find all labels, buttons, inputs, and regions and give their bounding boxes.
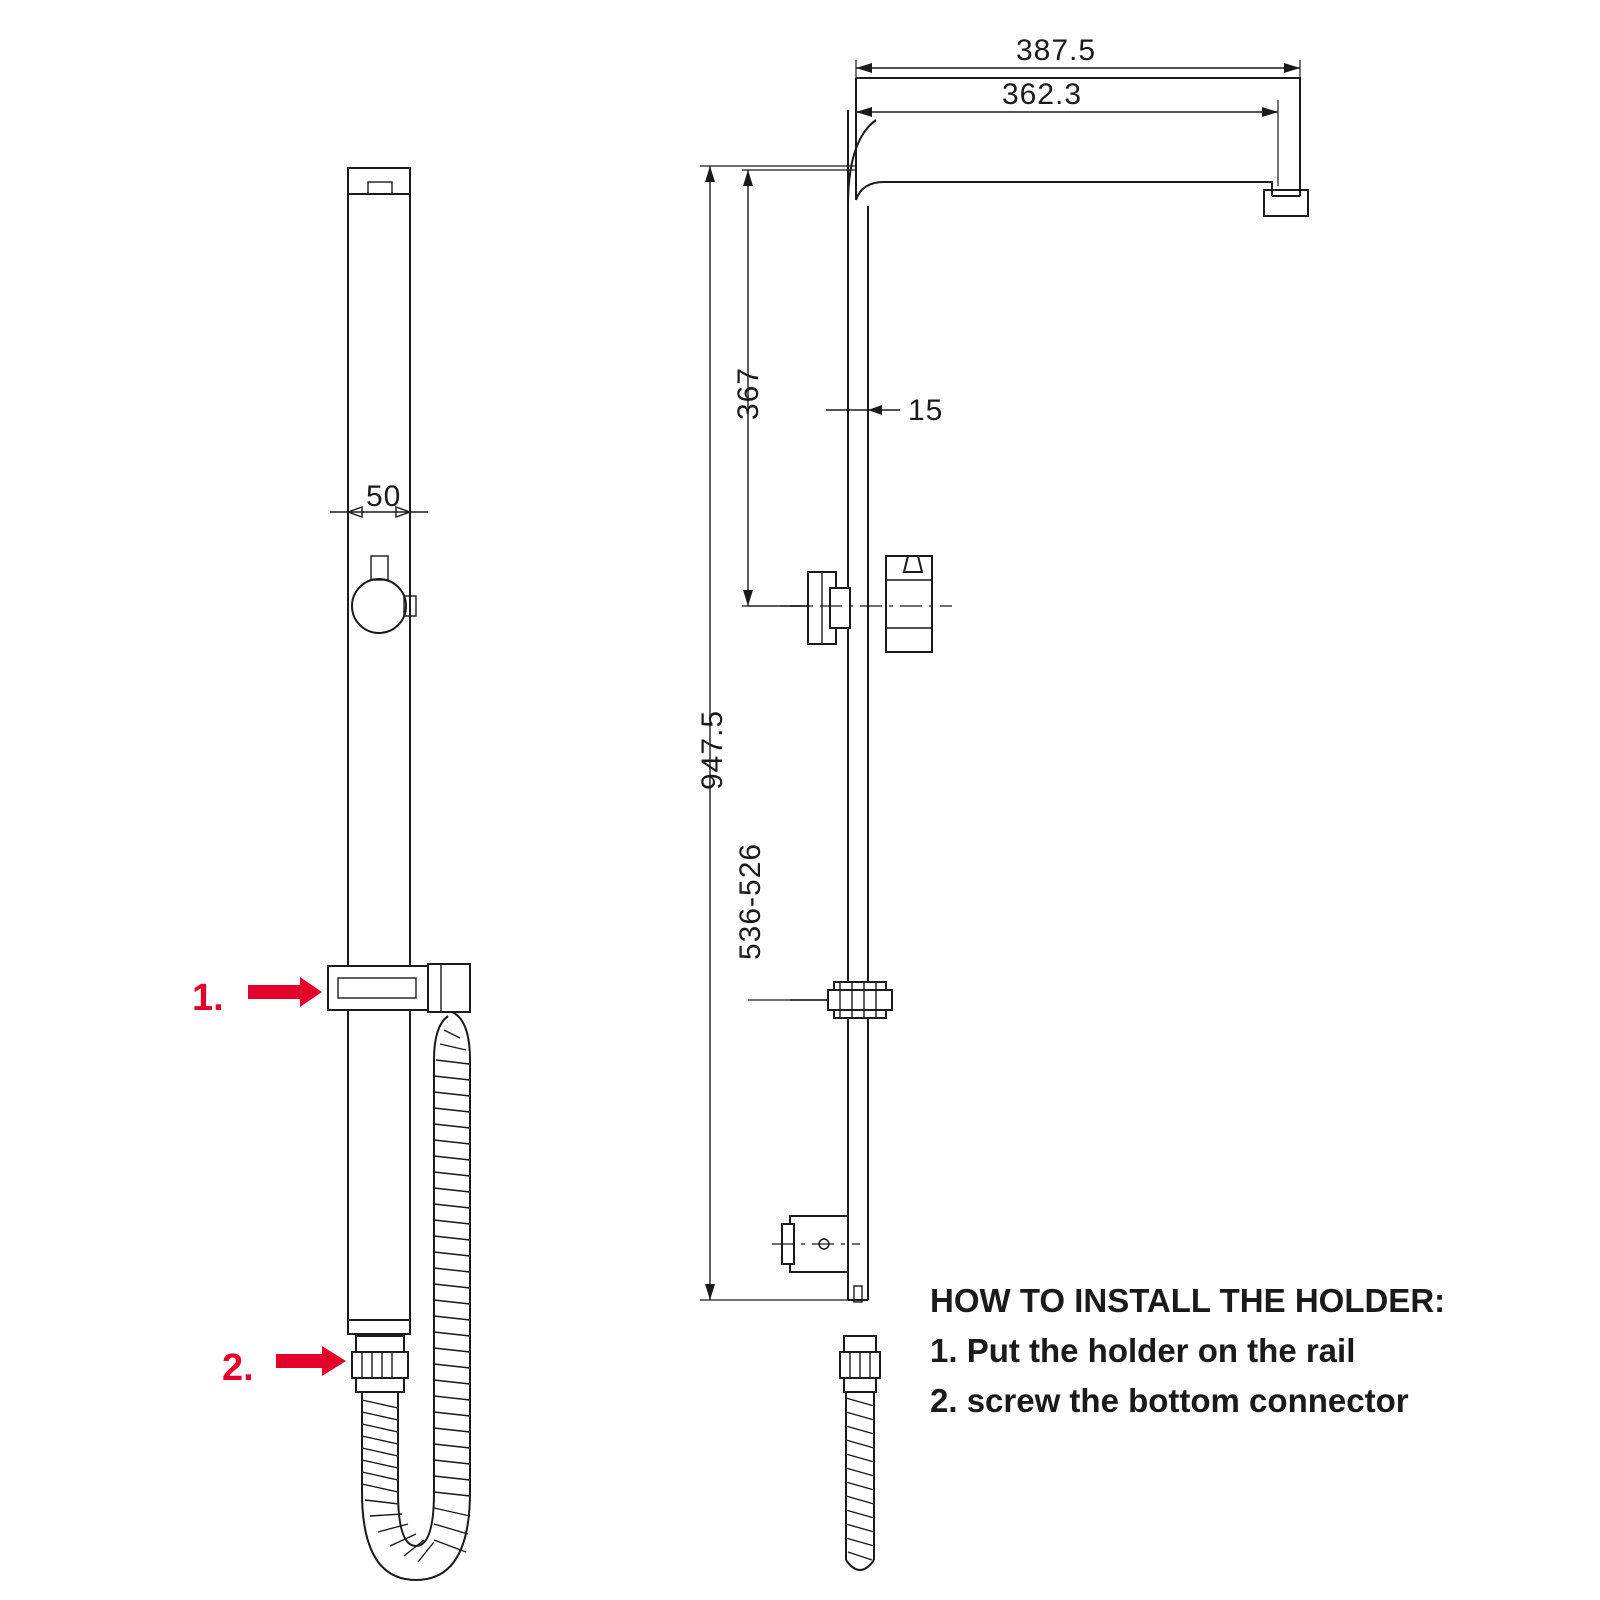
callout-2-label: 2. <box>222 1347 254 1389</box>
dimension-value-15: 15 <box>908 394 944 427</box>
dimension-value-rail-width: 50 <box>366 480 402 513</box>
dimension-offset-15 <box>826 394 943 570</box>
dimension-value-362: 362.3 <box>1002 78 1083 111</box>
callout-1-label: 1. <box>192 977 224 1019</box>
callout-2-group <box>222 1346 346 1389</box>
callout-1-arrow <box>248 977 322 1007</box>
dimension-height-367 <box>732 170 856 606</box>
dimension-rail-width <box>330 470 428 560</box>
dimension-height-947 <box>696 166 856 1300</box>
dimension-value-947: 947.5 <box>696 709 729 790</box>
instructions-title: HOW TO INSTALL THE HOLDER: <box>930 1282 1446 1319</box>
dimension-value-387: 387.5 <box>1016 34 1097 67</box>
instruction-step-2: 2. screw the bottom connector <box>930 1382 1409 1419</box>
instructions-block <box>930 1282 1445 1419</box>
callout-1-group <box>192 977 322 1019</box>
dimension-value-536-526: 536-526 <box>734 842 767 960</box>
dimension-travel-536-526 <box>734 606 828 1000</box>
instruction-step-1: 1. Put the holder on the rail <box>930 1332 1356 1369</box>
dimension-value-367: 367 <box>732 366 765 420</box>
front-view-geometry <box>328 168 470 1580</box>
callout-2-arrow <box>276 1346 346 1376</box>
